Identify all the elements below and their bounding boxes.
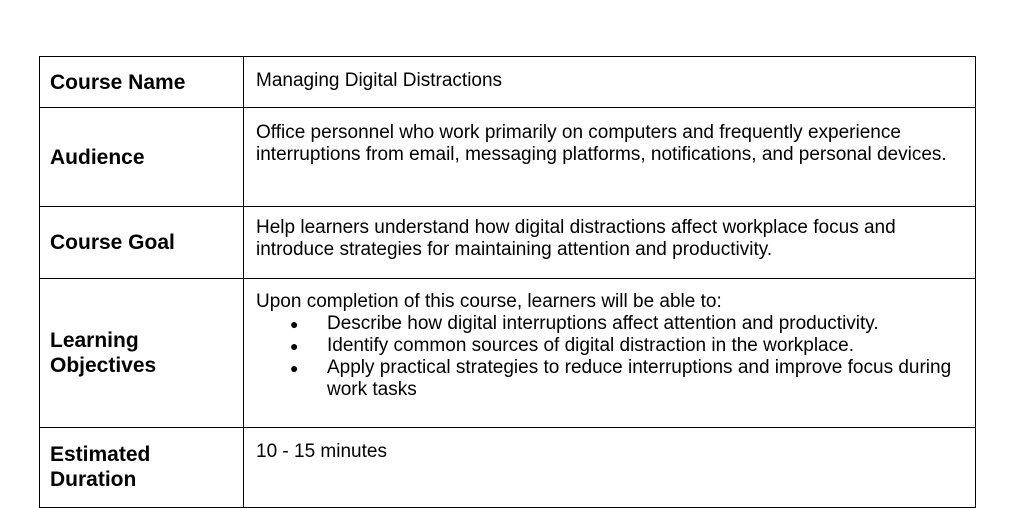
objective-item: ● Identify common sources of digital distraction in the workplace. — [327, 335, 964, 357]
objective-item: ● Apply practical strategies to reduce interruptions and improve focus during work tasks — [327, 357, 964, 401]
course-goal-label: Course Goal — [40, 207, 244, 279]
objective-item: ● Describe how digital interruptions affect attention and productivity. — [327, 313, 964, 335]
estimated-duration-label: Estimated Duration — [40, 428, 244, 508]
course-overview-table — [39, 56, 976, 508]
estimated-duration-value: 10 - 15 minutes — [244, 428, 976, 508]
course-name-value: Managing Digital Distractions — [244, 57, 976, 108]
course-name-row — [40, 57, 976, 108]
learning-objectives-list — [256, 313, 964, 401]
learning-objectives-label: Learning Objectives — [40, 279, 244, 428]
audience-label: Audience — [40, 108, 244, 207]
learning-objectives-value — [244, 279, 976, 428]
course-name-label: Course Name — [40, 57, 244, 108]
course-goal-value: Help learners understand how digital distractions affect workplace focus and introduce strategies for maintaining attention and productivity. — [244, 207, 976, 279]
learning-objectives-row — [40, 279, 976, 428]
course-goal-row — [40, 207, 976, 279]
audience-value: Office personnel who work primarily on computers and frequently experience interruptions from email, messaging platforms, notifications, and personal devices. — [244, 108, 976, 207]
estimated-duration-row — [40, 428, 976, 508]
audience-row — [40, 108, 976, 207]
learning-objectives-intro: Upon completion of this course, learners will be able to: — [256, 291, 722, 312]
